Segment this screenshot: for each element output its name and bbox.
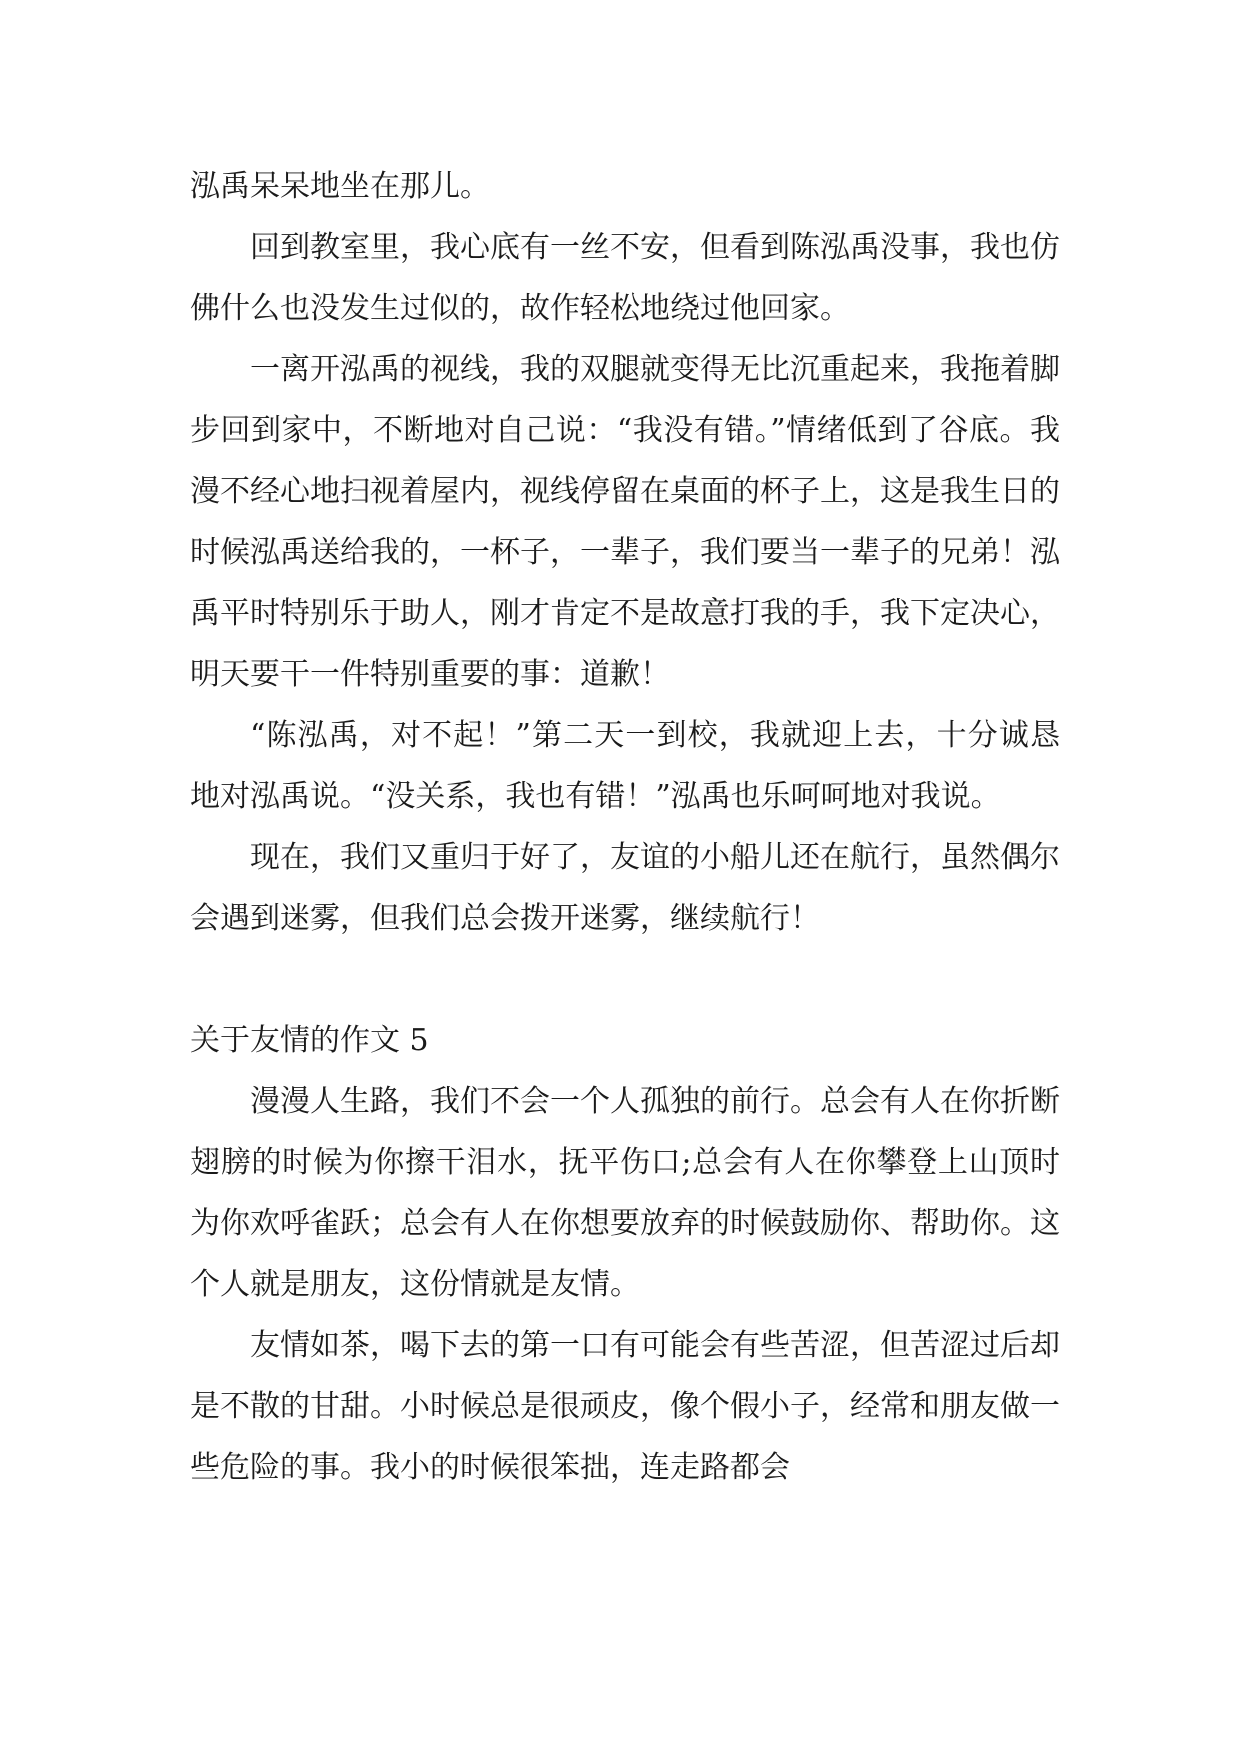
paragraph-dialogue: “陈泓禹，对不起！”第二天一到校，我就迎上去，十分诚恳地对泓禹说。“没关系，我也有错！”泓禹也乐呵呵地对我说。 bbox=[190, 718, 1060, 814]
paragraph: 漫漫人生路，我们不会一个人孤独的前行。总会有人在你折断翅膀的时候为你擦干泪水，抚平伤口;总会有人在你攀登上山顶时为你欢呼雀跃；总会有人在你想要放弃的时候鼓励你、帮助你。这个人就是朋友，这份情就是友情。 bbox=[190, 1084, 1060, 1302]
paragraph: 回到教室里，我心底有一丝不安，但看到陈泓禹没事，我也仿佛什么也没发生过似的，故作轻松地绕过他回家。 bbox=[190, 230, 1060, 326]
section-heading: 关于友情的作文 5 bbox=[190, 1023, 429, 1058]
paragraph: 一离开泓禹的视线，我的双腿就变得无比沉重起来，我拖着脚步回到家中，不断地对自己说：“我没有错。”情绪低到了谷底。我漫不经心地扫视着屋内，视线停留在桌面的杯子上，这是我生日的时候泓禹送给我的，一杯子，一辈子，我们要当一辈子的兄弟！泓禹平时特别乐于助人，刚才肯定不是故意打我的手，我下定决心，明天要干一件特别重要的事：道歉！ bbox=[190, 352, 1060, 692]
essay-body bbox=[190, 156, 1060, 1498]
paragraph-continuation: 泓禹呆呆地坐在那儿。 bbox=[190, 169, 490, 204]
section-spacer bbox=[190, 949, 1060, 1010]
paragraph: 友情如茶，喝下去的第一口有可能会有些苦涩，但苦涩过后却是不散的甘甜。小时候总是很顽皮，像个假小子，经常和朋友做一些危险的事。我小的时候很笨拙，连走路都会 bbox=[190, 1328, 1060, 1485]
paragraph: 现在，我们又重归于好了，友谊的小船儿还在航行，虽然偶尔会遇到迷雾，但我们总会拨开迷雾，继续航行！ bbox=[190, 840, 1060, 936]
